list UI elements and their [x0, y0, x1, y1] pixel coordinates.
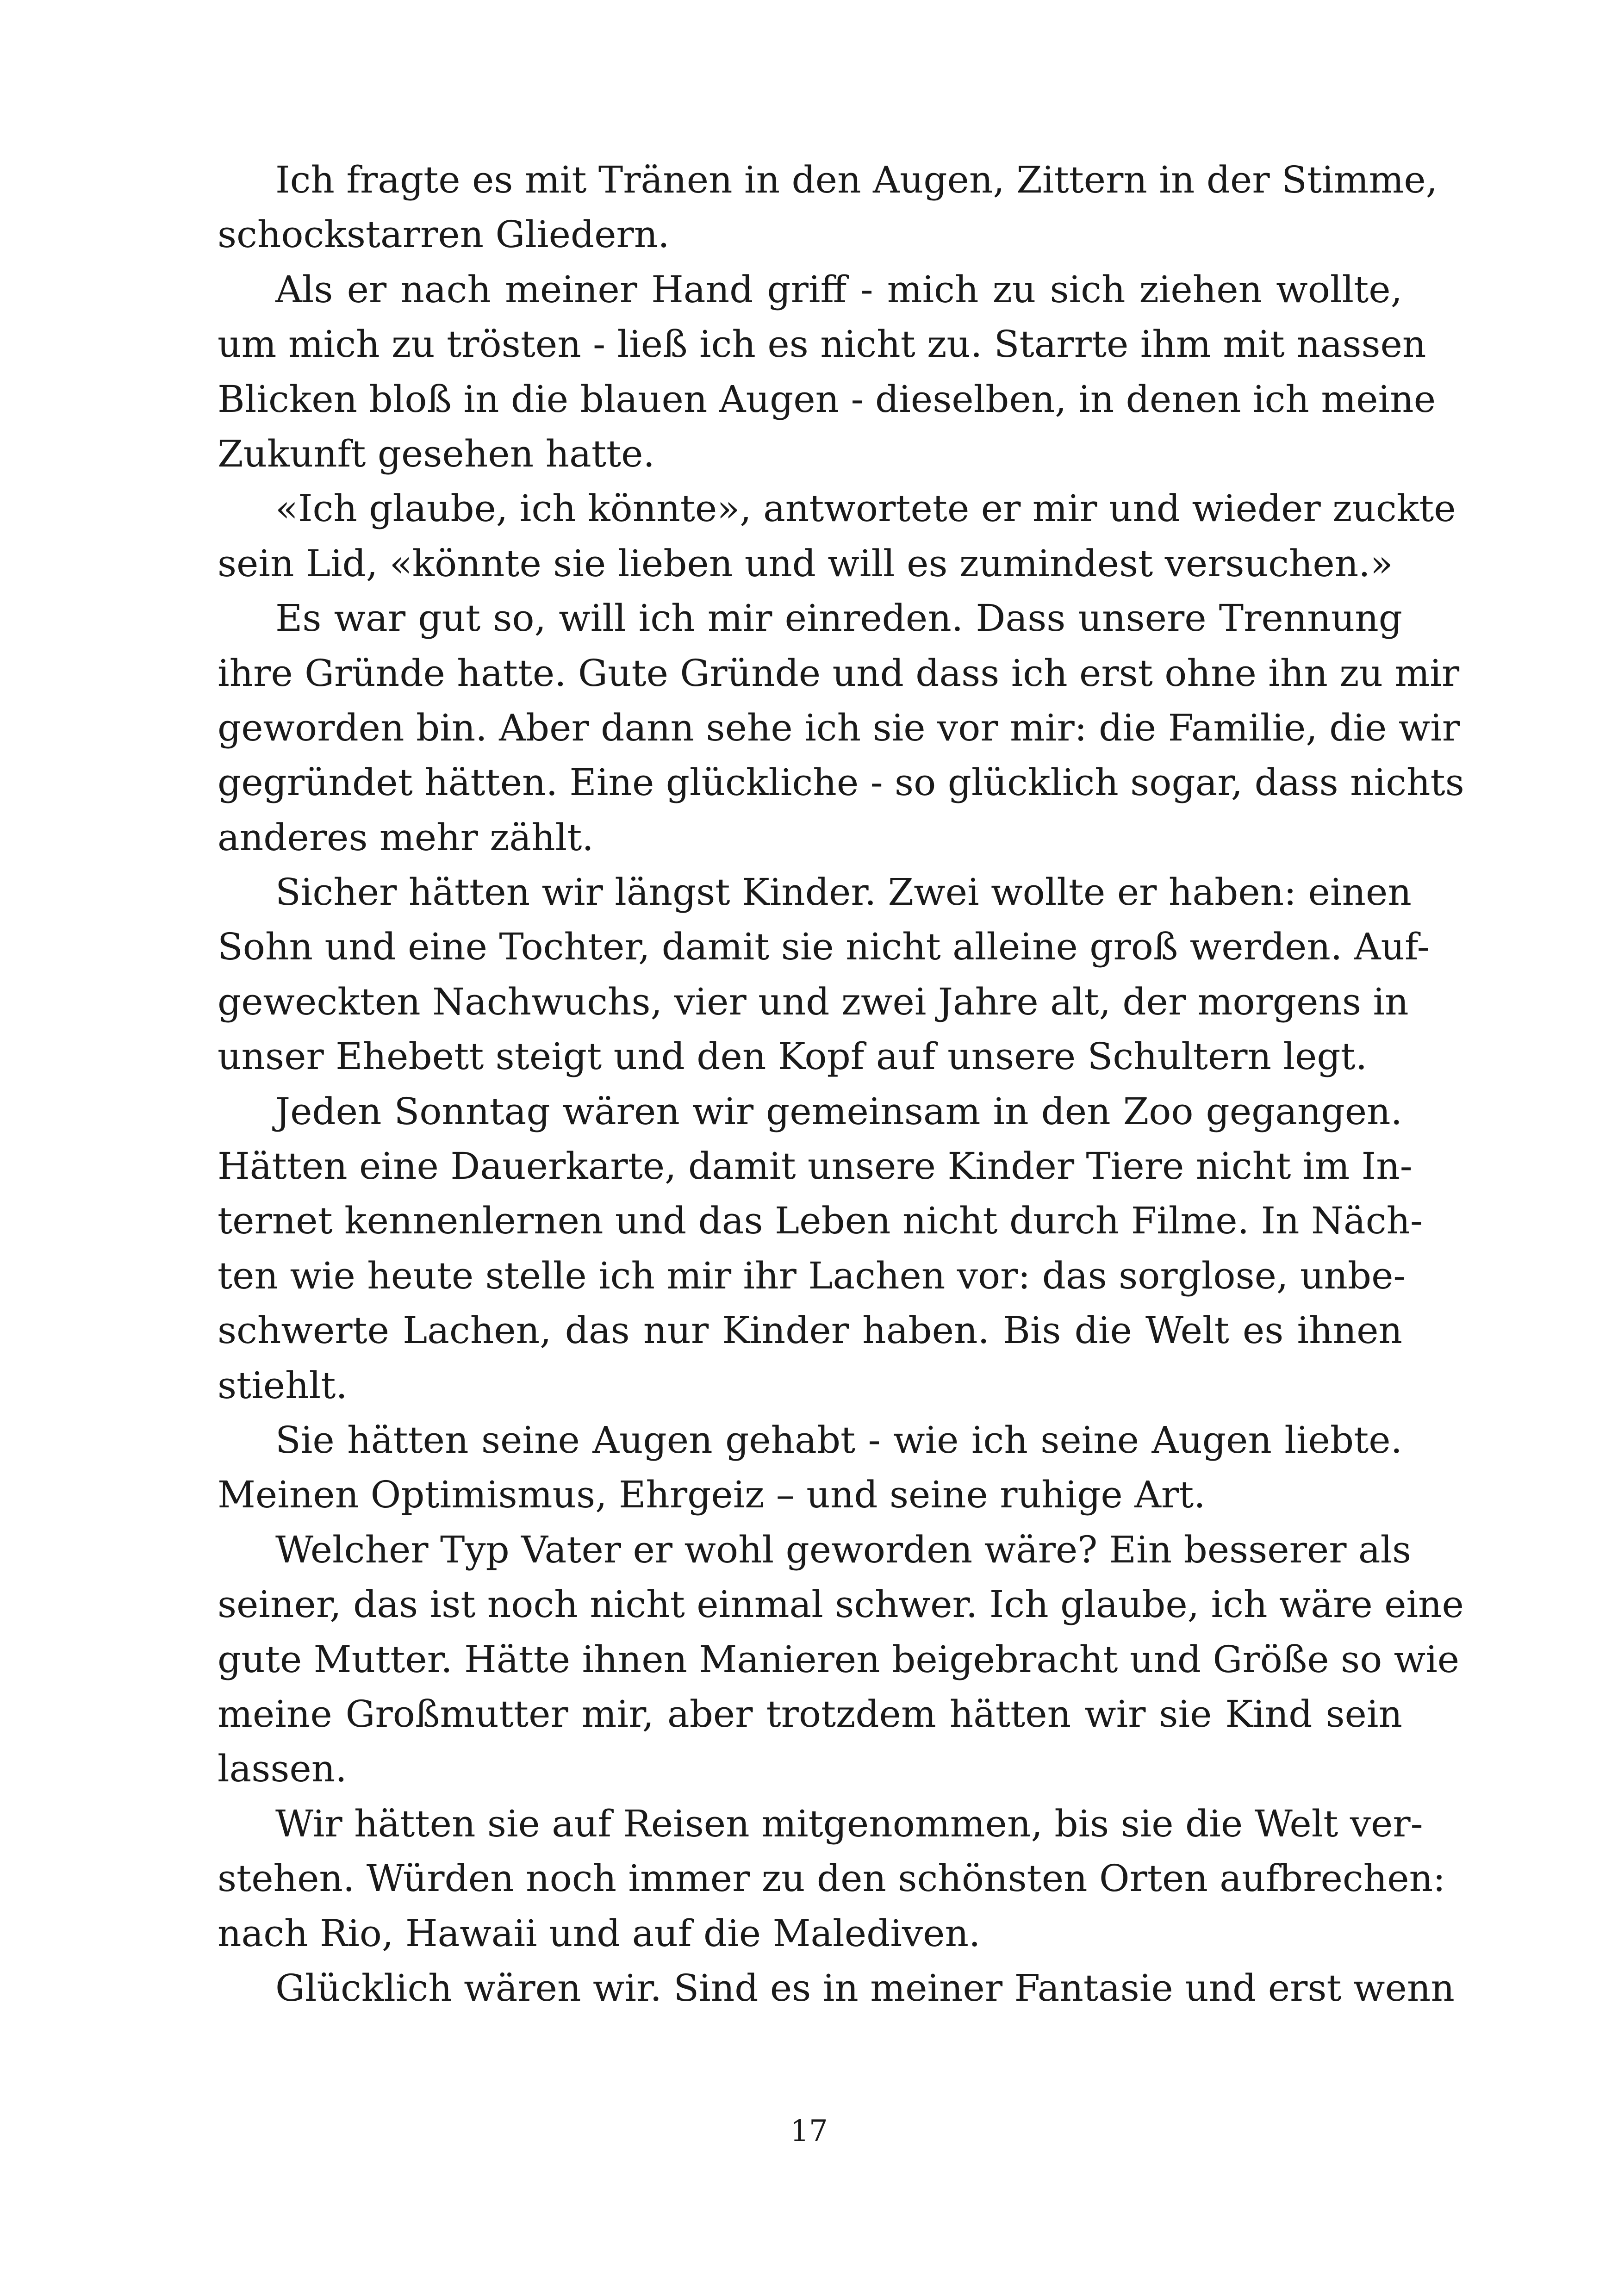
text-line: Es war gut so, will ich mir einreden. Dass unsere Trennung	[275, 597, 1402, 640]
text-line: geworden bin. Aber dann sehe ich sie vor mir: die Familie, die wir	[218, 706, 1460, 749]
text-line: schwerte Lachen, das nur Kinder haben. Bis die Welt es ihnen	[218, 1309, 1402, 1352]
text-line: sein Lid, «könnte sie lieben und will es zumindest versuchen.»	[218, 541, 1393, 585]
text-line: Zukunft gesehen hatte.	[218, 432, 655, 475]
text-line: Jeden Sonntag wären wir gemeinsam in den Zoo gegangen.	[275, 1089, 1402, 1133]
text-line: stiehlt.	[218, 1363, 348, 1407]
text-line: meine Großmutter mir, aber trotzdem hätten wir sie Kind sein	[218, 1692, 1402, 1736]
text-line: Hätten eine Dauerkarte, damit unsere Kinder Tiere nicht im In-	[218, 1145, 1413, 1188]
text-line: «Ich glaube, ich könnte», antwortete er mir und wieder zuckte	[275, 487, 1456, 530]
text-line: nach Rio, Hawaii und auf die Malediven.	[218, 1911, 981, 1955]
text-line: unser Ehebett steigt und den Kopf auf unsere Schultern legt.	[218, 1035, 1368, 1078]
text-line: Sohn und eine Tochter, damit sie nicht alleine groß werden. Auf-	[218, 925, 1430, 969]
text-line: ternet kennenlernen und das Leben nicht durch Filme. In Näch-	[218, 1199, 1423, 1243]
text-line: Sicher hätten wir längst Kinder. Zwei wollte er haben: einen	[275, 871, 1412, 914]
text-line: seiner, das ist noch nicht einmal schwer. Ich glaube, ich wäre eine	[218, 1583, 1464, 1626]
text-line: ten wie heute stelle ich mir ihr Lachen vor: das sorglose, unbe-	[218, 1254, 1406, 1297]
paragraph	[218, 1523, 1464, 1797]
text-line: Ich fragte es mit Tränen in den Augen, Zittern in der Stimme,	[275, 158, 1438, 201]
text-line: Sie hätten seine Augen gehabt - wie ich seine Augen liebte.	[275, 1418, 1402, 1462]
paragraph	[218, 865, 1430, 1084]
text-line: stehen. Würden noch immer zu den schönsten Orten aufbrechen:	[218, 1857, 1446, 1900]
paragraph	[218, 591, 1464, 865]
text-line: Welcher Typ Vater er wohl geworden wäre? Ein besserer als	[275, 1528, 1412, 1571]
text-line: ihre Gründe hatte. Gute Gründe und dass ich erst ohne ihn zu mir	[218, 651, 1460, 695]
page-number: 17	[790, 2114, 828, 2148]
paragraph	[218, 481, 1456, 591]
paragraph	[218, 1084, 1423, 1413]
text-line: Glücklich wären wir. Sind es in meiner Fantasie und erst wenn	[275, 1966, 1455, 2010]
text-line: um mich zu trösten - ließ ich es nicht zu. Starrte ihm mit nassen	[218, 323, 1426, 366]
text-line: Wir hätten sie auf Reisen mitgenommen, bis sie die Welt ver-	[275, 1802, 1423, 1845]
text-line: anderes mehr zählt.	[218, 815, 594, 859]
text-line: Blicken bloß in die blauen Augen - dieselben, in denen ich meine	[218, 377, 1436, 421]
text-line: geweckten Nachwuchs, vier und zwei Jahre alt, der morgens in	[218, 980, 1409, 1023]
text-line: schockstarren Gliedern.	[218, 213, 670, 256]
paragraph	[218, 1797, 1446, 1961]
text-line: gute Mutter. Hätte ihnen Manieren beigebracht und Größe so wie	[218, 1637, 1460, 1681]
body-text	[218, 153, 1464, 2016]
paragraph	[218, 262, 1436, 482]
text-line: Als er nach meiner Hand griff - mich zu sich ziehen wollte,	[275, 268, 1402, 311]
paragraph	[218, 153, 1438, 262]
paragraph	[218, 1413, 1402, 1523]
text-line: gegründet hätten. Eine glückliche - so glücklich sogar, dass nichts	[218, 761, 1464, 804]
paragraph	[218, 1961, 1455, 2016]
text-line: lassen.	[218, 1747, 347, 1791]
text-line: Meinen Optimismus, Ehrgeiz – und seine ruhige Art.	[218, 1473, 1206, 1517]
